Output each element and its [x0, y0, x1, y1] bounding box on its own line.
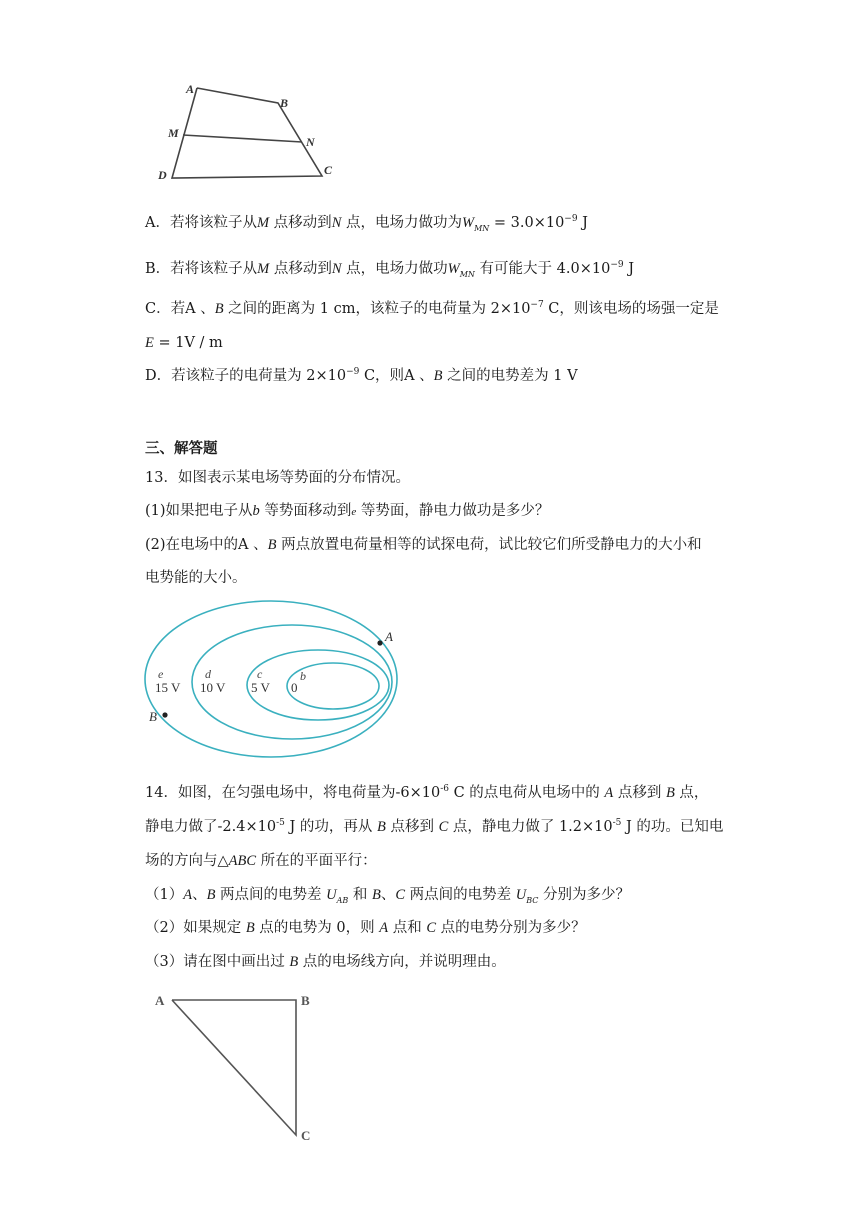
label-N: N — [306, 135, 315, 149]
label-B: B — [280, 96, 289, 110]
section-heading: 三、解答题 — [145, 440, 218, 457]
q13-part2-line1: (2)在电场中的A 、B 两点放置电荷量相等的试探电荷，试比较它们所受静电力的大小和 — [145, 537, 702, 553]
label-M: M — [168, 126, 179, 140]
quadrilateral-shape — [172, 88, 322, 178]
surface-e-name: e — [158, 667, 164, 681]
q13-stem: 13．如图表示某电场等势面的分布情况。 — [145, 470, 410, 486]
surface-c-name: c — [257, 667, 263, 681]
triangle-figure — [150, 988, 330, 1148]
q13-part2-line2: 电势能的大小。 — [145, 570, 247, 586]
label-triangle-c: C — [301, 1128, 311, 1143]
q13-part1: (1)如果把电子从b 等势面移动到e 等势面，静电力做功是多少？ — [145, 503, 550, 519]
option-c-line2: E = 1V / m — [145, 335, 223, 351]
q14-line1: 14．如图，在匀强电场中，将电荷量为$-6\times 10^{-6}$ C 的点电荷从电场中的 A 点移到 B 点， — [145, 784, 709, 801]
label-C: C — [324, 163, 333, 177]
surface-c-value: 5 V — [251, 680, 270, 695]
label-point-a: A — [385, 629, 393, 644]
label-triangle-a: A — [155, 993, 165, 1008]
triangle-shape — [172, 1000, 296, 1135]
point-b-dot — [162, 712, 167, 717]
equipotential-figure — [143, 598, 413, 763]
option-b: B．若将该粒子从M 点移动到N 点，电场力做功$W_{MN}$ 有可能大于 $4.0\times 10^{-9}$ J — [145, 260, 635, 279]
surface-e-value: 15 V — [155, 680, 181, 695]
q14-line2: 静电力做了$-2.4\times 10^{-5}$ J 的功，再从 B 点移到 C 点，静电力做了 $1.2\times 10^{-5}$ J 的功。已知电 — [145, 818, 724, 835]
option-a: A．若将该粒子从M 点移动到N 点，电场力做功为$W_{MN} = 3.0\times 10^{-9}$ J — [145, 214, 588, 233]
surface-e — [145, 601, 397, 757]
label-A: A — [186, 82, 195, 96]
segment-mn — [183, 135, 302, 142]
q14-sub1: （1）A、B 两点间的电势差 $U_{AB}$ 和 B、C 两点间的电势差 $U_{BC}$ 分别为多少？ — [145, 887, 631, 905]
label-D: D — [158, 168, 167, 182]
q14-sub3: （3）请在图中画出过 B 点的电场线方向，并说明理由。 — [145, 954, 506, 970]
q14-line3: 场的方向与△ABC 所在的平面平行： — [145, 853, 377, 869]
surface-b-name: b — [300, 669, 306, 683]
option-c-line1: C．若A 、B 之间的距离为 1 cm，该粒子的电荷量为 $2\times 10^{-7}$ C，则该电场的场强一定是 — [145, 300, 719, 317]
quadrilateral-figure — [150, 78, 350, 188]
label-triangle-b: B — [301, 993, 310, 1008]
label-point-b: B — [149, 709, 157, 724]
surface-d-name: d — [205, 667, 211, 681]
surface-b-value: 0 — [291, 680, 298, 695]
point-a-dot — [377, 640, 382, 645]
surface-d-value: 10 V — [200, 680, 226, 695]
option-d: D．若该粒子的电荷量为 $2\times 10^{-9}$ C，则A 、B 之间的电势差为 1 V — [145, 367, 578, 384]
q14-sub2: （2）如果规定 B 点的电势为 0，则 A 点和 C 点的电势分别为多少？ — [145, 920, 586, 936]
